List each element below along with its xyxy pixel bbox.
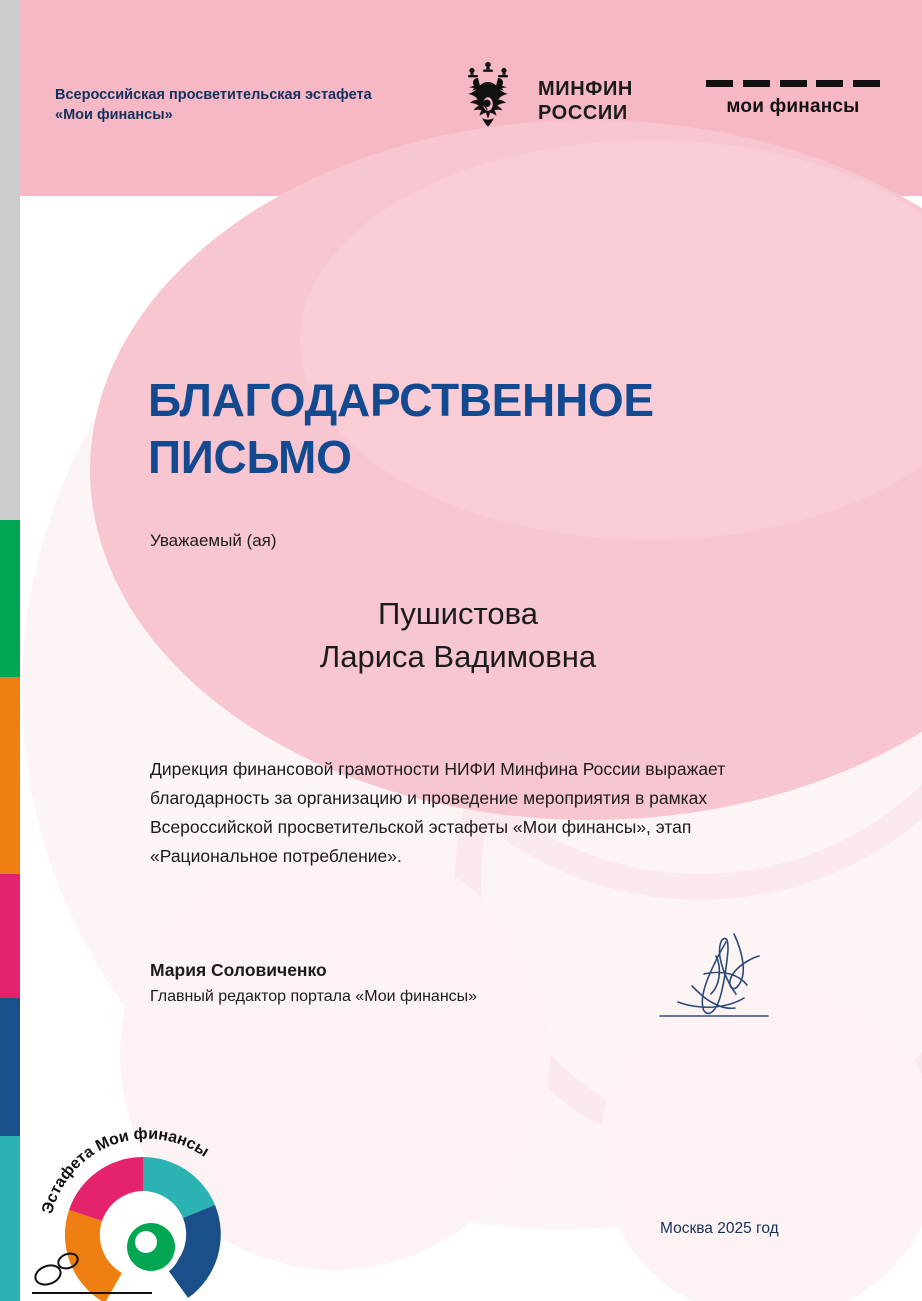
page-title: БЛАГОДАРСТВЕННОЕ ПИСЬМО: [148, 374, 654, 483]
signer-name: Мария Соловиченко: [150, 960, 327, 980]
brand-name: мои финансы: [726, 96, 860, 117]
ministry-name-line2: РОССИИ: [538, 102, 628, 124]
signature-icon: [630, 920, 790, 1045]
recipient-surname: Пушистова: [378, 596, 538, 631]
recipient-name: [148, 592, 768, 678]
signer-role: Главный редактор портала «Мои финансы»: [150, 988, 478, 1005]
ministry-name-line1: МИНФИН: [538, 78, 633, 100]
body-text: Дирекция финансовой грамотности НИФИ Минфина России выражает благодарность за организацию и проведение мероприятия в рамках Всероссийской просветительской эстафеты «Мои финансы», этап «Рациональное потребление».: [150, 759, 726, 866]
salutation: Уважаемый (ая): [150, 531, 277, 550]
campaign-title: Всероссийская просветительская эстафета «Мои финансы»: [55, 87, 372, 123]
recipient-given-name: Лариса Вадимовна: [319, 639, 597, 674]
estafeta-arc-text: Эстафета Мои финансы: [39, 1125, 212, 1216]
place-and-date: Москва 2025 год: [660, 1220, 779, 1237]
